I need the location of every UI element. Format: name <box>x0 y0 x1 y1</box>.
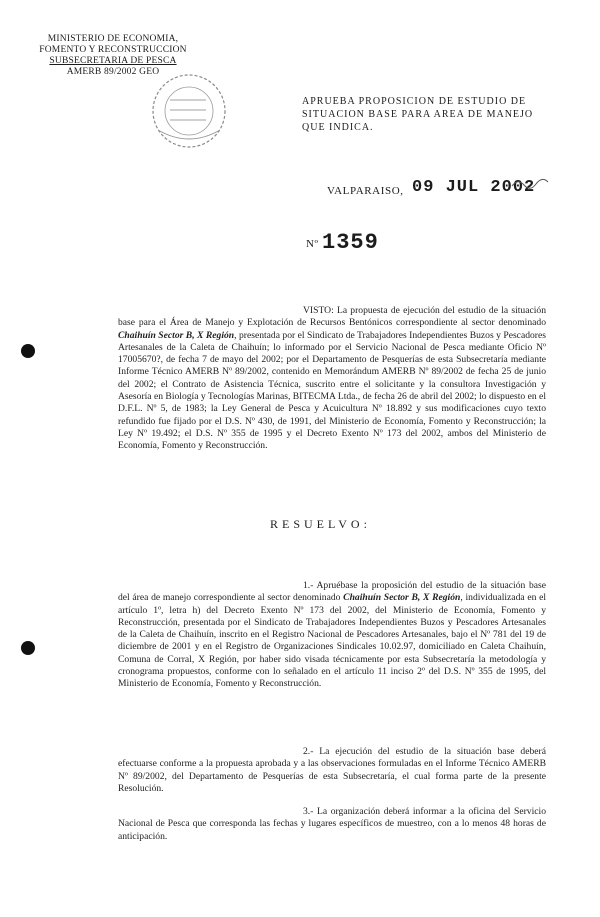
article-1-text: , individualizada en el artículo 1º, letra h) del Decreto Exento Nº 173 del 2002, del Ministerio de Economía, Fomento y Reconstrucción, presentada por el Sindicato de Trabajadores Independientes Buzos y Pescadores Artesanales de la Caleta de Chaihuín, inscrito en el Registro Nacional de Pescadores Artesanales, bajo el Nº 781 del 19 de diciembre de 2001 y en el Registro de Organizaciones Sindicales 10.02.97, domiciliado en Caleta Chaihuín, Comuna de Corral, X Región, por haber sido visada técnicamente por esta Subsecretaría la metodología y cronograma propuestos, conforme con lo señalado en el artículo 11 inciso 2º del D.S. Nº 355 de 1995, del Ministerio de Economía, Fomento y Reconstrucción. <box>118 592 547 690</box>
handwritten-mark <box>510 176 550 192</box>
article-1-sector: Chaihuín Sector B, X Región <box>343 592 461 604</box>
visto-lead: VISTO: La propuesta de ejecución del estudio de la situación base para el Área de Manejo y Explotación de Recursos Bentónicos correspondiente al sector denominado <box>118 305 546 329</box>
resuelvo-heading: RESUELVO: <box>270 517 371 531</box>
punch-hole-bottom <box>21 641 35 655</box>
letterhead-ministry-2: FOMENTO Y RECONSTRUCCION <box>39 45 187 55</box>
letterhead-reference: AMERB 89/2002 GEO <box>66 67 160 77</box>
visto-sector: Chaihuín Sector B, X Región <box>118 329 235 341</box>
date-stamp: 09 JUL 2002 <box>412 178 536 197</box>
letterhead-subsecretaria: SUBSECRETARIA DE PESCA <box>49 56 177 66</box>
place-label: VALPARAISO, <box>327 185 404 197</box>
article-3: 3.- La organización deberá informar a la oficina del Servicio Nacional de Pesca que corresponda las fechas y lugares específicos de muestreo, con a lo menos 48 horas de anticipación. <box>118 806 546 842</box>
resolution-number: 1359 <box>322 230 379 255</box>
letterhead-ministry: MINISTERIO DE ECONOMIA, <box>47 34 179 44</box>
article-1-lead: 1.- Apruébase la proposición del estudio de la situación base del área de manejo correspondiente al sector denominado <box>118 580 546 604</box>
article-2: 2.- La ejecución del estudio de la situación base deberá efectuarse conforme a la propuesta aprobada y a las observaciones formuladas en el Informe Técnico AMERB Nº 89/2002, del Departamento de Pesquerías de esta Subsecretaría, el cual forma parte de la presente Resolución. <box>118 746 546 794</box>
visto-paragraph <box>118 305 546 453</box>
punch-hole-top <box>21 344 35 358</box>
visto-text: , presentada por el Sindicato de Trabajadores Independientes Buzos y Pescadores Artesanales de la Caleta de Chaihuín; lo informado por el Servicio Nacional de Pesca mediante Oficio Nº 17005670?, de fecha 7 de mayo del 2002; por el Departamento de Pesquerías de esta Subsecretaría mediante Informe Técnico AMERB Nº 89/2002, contenido en Memorándum AMERB Nº 89/2002 de fecha 25 de junio del 2002; el Contrato de Asistencia Técnica, suscrito entre el solicitante y la consultora Investigación y Asesoría en Biología y Tecnologías Marinas, BITECMA Ltda., de fecha 26 de abril del 2002; lo dispuesto en el D.F.L. Nº 5, de 1983; la Ley General de Pesca y Acuicultura Nº 18.892 y sus modificaciones cuyo texto refundido fue fijado por el D.S. Nº 430, de 1991, del Ministerio de Economía, Fomento y Reconstrucción; la Ley Nº 19.492; el D.S. Nº 355 de 1995 y el Decreto Exento Nº 173 del 2002, ambos del Ministerio de Economía, Fomento y Reconstrucción. <box>118 329 546 452</box>
document-subject: APRUEBA PROPOSICION DE ESTUDIO DE SITUACION BASE PARA AREA DE MANEJO QUE INDICA. <box>302 96 534 133</box>
resolution-number-prefix: Nº <box>306 238 319 250</box>
official-stamp-seal <box>148 70 230 152</box>
article-1 <box>118 580 546 691</box>
